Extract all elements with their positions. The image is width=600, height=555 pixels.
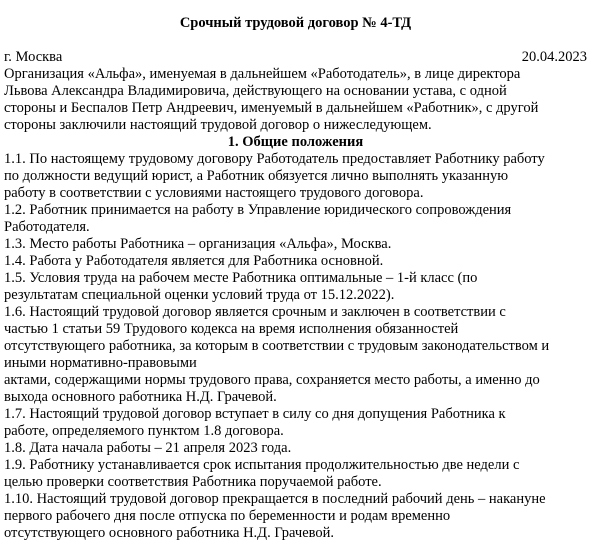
clause-line: 1.7. Настоящий трудовой договор вступает в силу со дня допущения Работника к [4,406,506,422]
clause-3 [4,236,587,253]
clause-line: 1.6. Настоящий трудовой договор является срочным и заключен в соответствии с [4,304,506,320]
clause-line: целью проверки соответствия Работника поручаемой работе. [4,474,382,490]
clause-line: отсутствующего основного работника Н.Д. Грачевой. [4,525,335,541]
clause-line: работу в соответствии с условиями настоящего трудового договора. [4,185,424,201]
clause-2 [4,202,587,236]
clause-1 [4,151,587,202]
clause-line: Работодателя. [4,219,90,235]
clause-line: актами, содержащими нормы трудового права, сохраняется место работы, а именно до [4,372,540,388]
clause-4 [4,253,587,270]
clause-line: 1.10. Настоящий трудовой договор прекращается в последний рабочий день – накануне [4,491,546,507]
clause-6 [4,304,587,406]
clauses-list [4,151,587,542]
clause-line: по должности ведущий юрист, а Работник обязуется лично выполнять указанную [4,168,509,184]
clause-line: 1.3. Место работы Работника – организация «Альфа», Москва. [4,236,392,252]
preamble-line: стороны и Беспалов Петр Андреевич, именуемый в дальнейшем «Работник», с другой [4,100,539,116]
clause-line: 1.4. Работа у Работодателя является для Работника основной. [4,253,384,269]
clause-8 [4,440,587,457]
preamble-line: Львова Александра Владимировича, действующего на основании устава, с одной [4,83,507,99]
clause-7 [4,406,587,440]
clause-line: 1.2. Работник принимается на работу в Управление юридического сопровождения [4,202,512,218]
clause-9 [4,457,587,491]
clause-line: 1.5. Условия труда на рабочем месте Работника оптимальные – 1-й класс (по [4,270,478,286]
clause-line: первого рабочего дня после отпуска по беременности и родам временно [4,508,451,524]
preamble [4,66,587,134]
city: г. Москва [4,49,63,65]
clause-10 [4,491,587,542]
clause-line: частью 1 статьи 59 Трудового кодекса на время исполнения обязанностей [4,321,459,337]
contract-date: 20.04.2023 [521,49,587,65]
clause-line: иными нормативно-правовыми [4,355,197,371]
preamble-line: стороны заключили настоящий трудовой договор о нижеследующем. [4,117,432,133]
clause-line: 1.1. По настоящему трудовому договору Работодатель предоставляет Работнику работу [4,151,545,167]
section-heading: 1. Общие положения [227,134,364,150]
clause-line: отсутствующего работника, за которым в соответствии с трудовым законодательством и [4,338,550,354]
clause-line: выхода основного работника Н.Д. Грачевой. [4,389,277,405]
clause-line: 1.9. Работнику устанавливается срок испытания продолжительностью две недели с [4,457,520,473]
clause-line: 1.8. Дата начала работы – 21 апреля 2023 года. [4,440,292,456]
clause-5 [4,270,587,304]
clause-line: результатам специальной оценки условий труда от 15.12.2022). [4,287,395,303]
place-date-line [4,49,587,66]
document-title: Срочный трудовой договор № 4-ТД [179,15,412,31]
preamble-line: Организация «Альфа», именуемая в дальнейшем «Работодатель», в лице директора [4,66,521,82]
clause-line: работе, определяемого пунктом 1.8 договора. [4,423,284,439]
